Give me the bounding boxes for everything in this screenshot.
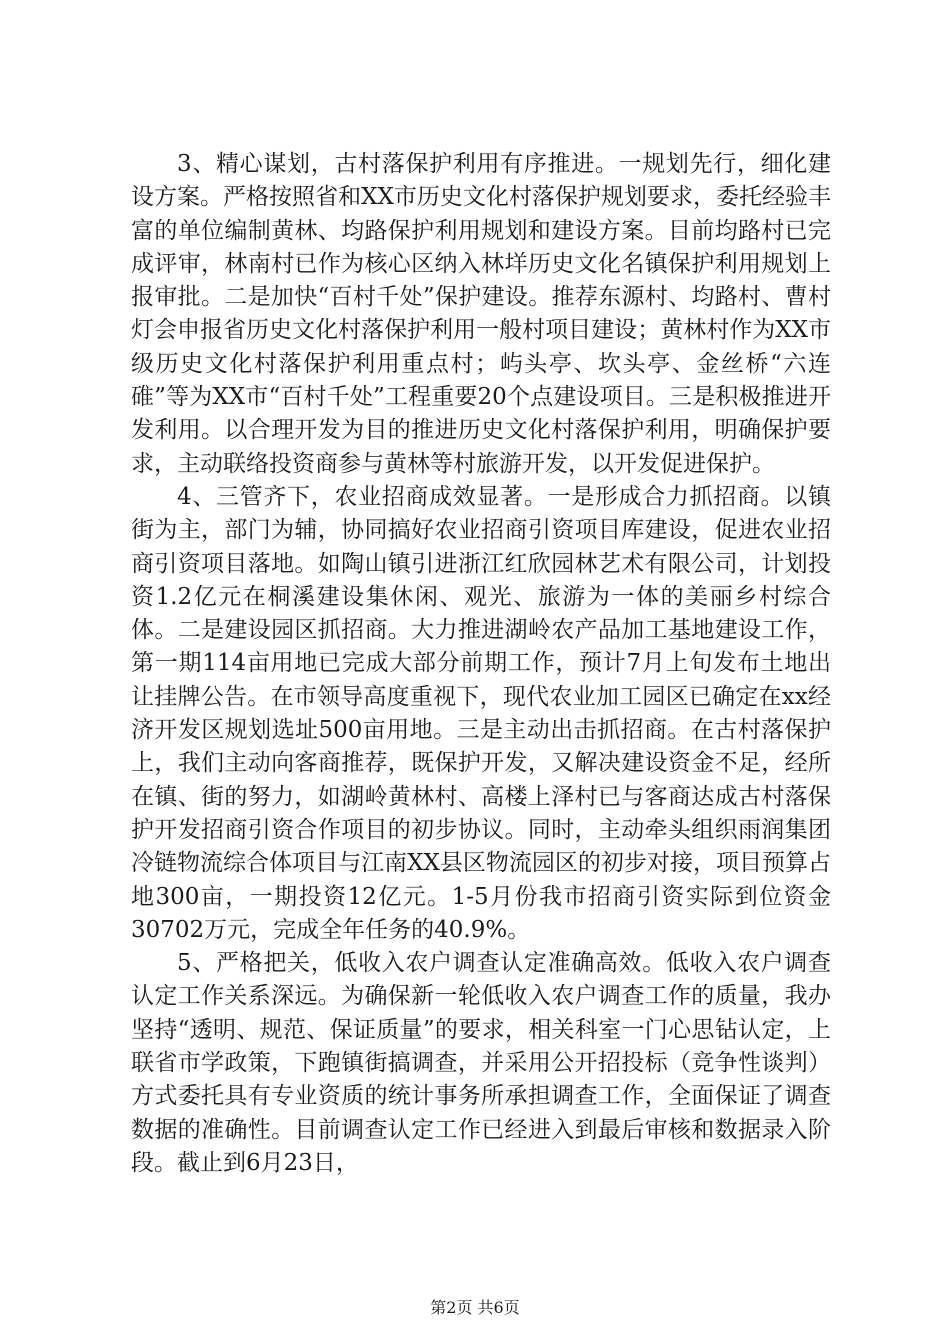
paragraph-3-ancient-villages: 3、精心谋划，古村落保护利用有序推进。一规划先行，细化建设方案。严格按照省和XX市历史文化村落保护规划要求，委托经验丰富的单位编制黄林、均路保护利用规划和建设方案。目前均路村已完成评审，林南村已作为核心区纳入林垟历史文化名镇保护利用规划上报审批。二是加快“百村千处”保护建设。推荐东源村、均路村、曹村灯会申报省历史文化村落保护利用一般村项目建设；黄林村作为XX市级历史文化村落保护利用重点村；屿头亭、坎头亭、金丝桥“六连碓”等为XX市“百村千处”工程重要20个点建设项目。三是积极推进开发利用。以合理开发为目的推进历史文化村落保护利用，明确保护要求，主动联络投资商参与黄林等村旅游开发，以开发促进保护。 [131, 151, 831, 477]
page-number-label: 第2页 共6页 [430, 1298, 520, 1317]
page-footer [0, 1298, 950, 1318]
paragraph-5-low-income-survey: 5、严格把关，低收入农户调查认定准确高效。低收入农户调查认定工作关系深远。为确保新一轮低收入农户调查工作的质量，我办坚持“透明、规范、保证质量”的要求，相关科室一门心思钻认定，上联省市学政策，下跑镇街搞调查，并采用公开招投标（竞争性谈判）方式委托具有专业资质的统计事务所承担调查工作，全面保证了调查数据的准确性。目前调查认定工作已经进入到最后审核和数据录入阶段。截止到6月23日， [131, 950, 831, 1176]
paragraph-4-agricultural-investment: 4、三管齐下，农业招商成效显著。一是形成合力抓招商。以镇街为主，部门为辅，协同搞好农业招商引资项目库建设，促进农业招商引资项目落地。如陶山镇引进浙江红欣园林艺术有限公司，计划投资1.2亿元在桐溪建设集休闲、观光、旅游为一体的美丽乡村综合体。二是建设园区抓招商。大力推进湖岭农产品加工基地建设工作，第一期114亩用地已完成大部分前期工作，预计7月上旬发布土地出让挂牌公告。在市领导高度重视下，现代农业加工园区已确定在xx经济开发区规划选址500亩用地。三是主动出击抓招商。在古村落保护上，我们主动向客商推荐，既保护开发，又解决建设资金不足，经所在镇、街的努力，如湖岭黄林村、高楼上泽村已与客商达成古村落保护开发招商引资合作项目的初步协议。同时，主动牵头组织雨润集团冷链物流综合体项目与江南XX县区物流园区的初步对接，项目预算占地300亩，一期投资12亿元。1-5月份我市招商引资实际到位资金30702万元，完成全年任务的40.9%。 [131, 483, 831, 943]
document-body [131, 148, 831, 1180]
